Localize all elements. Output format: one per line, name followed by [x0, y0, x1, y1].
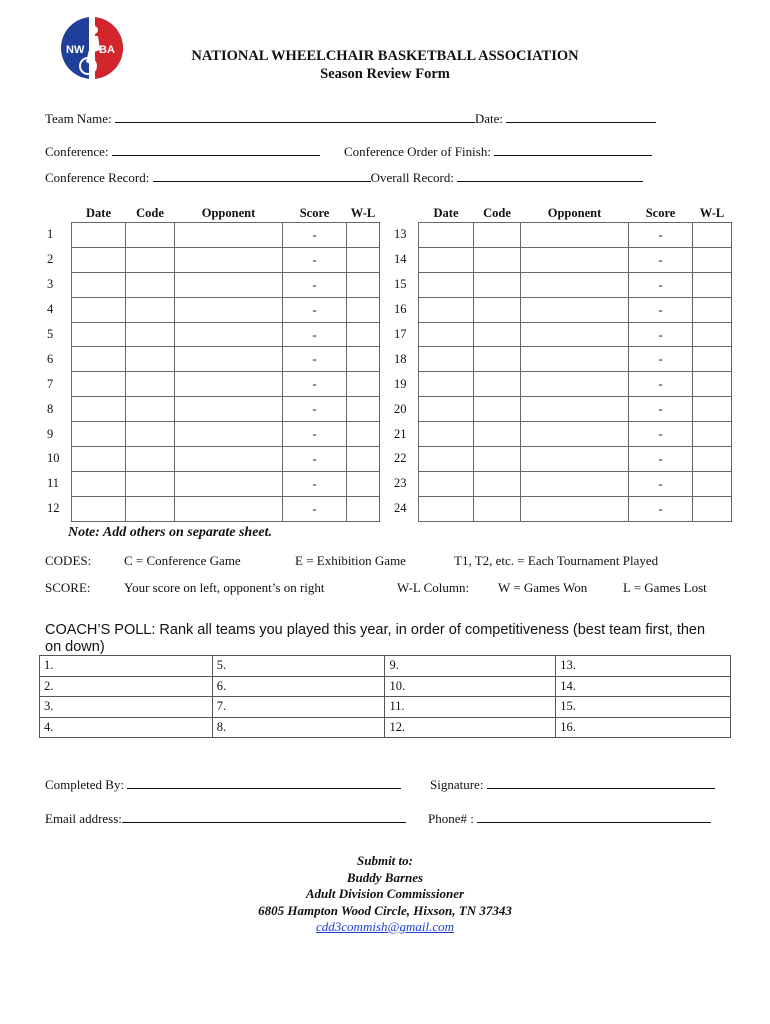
game-wl-cell[interactable]: [693, 223, 732, 248]
submit-address: 6805 Hampton Wood Circle, Hixson, TN 37343: [258, 902, 512, 918]
poll-rank-cell[interactable]: 8.: [212, 717, 385, 738]
game-score-cell[interactable]: -: [283, 422, 347, 447]
game-score-cell[interactable]: -: [629, 422, 693, 447]
game-wl-cell[interactable]: [347, 471, 380, 496]
game-number: 3: [47, 277, 54, 292]
game-row: [392, 347, 732, 372]
game-date-cell[interactable]: [72, 447, 126, 472]
conference-label: Conference:: [45, 144, 109, 159]
col-score: Score: [299, 205, 330, 220]
game-wl-cell[interactable]: [347, 297, 380, 322]
game-opponent-cell[interactable]: [521, 272, 629, 297]
game-wl-cell[interactable]: [347, 347, 380, 372]
game-row: [392, 223, 732, 248]
game-wl-cell[interactable]: [347, 223, 380, 248]
game-row: [45, 372, 380, 397]
wl-won: W = Games Won: [498, 580, 588, 595]
game-date-cell[interactable]: [72, 347, 126, 372]
game-number: 14: [394, 252, 407, 267]
signature-label: Signature:: [430, 777, 484, 792]
game-code-cell[interactable]: [474, 372, 521, 397]
game-score-cell[interactable]: -: [283, 223, 347, 248]
game-opponent-cell[interactable]: [175, 447, 283, 472]
poll-rank-cell[interactable]: 15.: [556, 697, 731, 718]
game-number: 16: [394, 302, 407, 317]
coaches-poll-heading: COACH’S POLL: Rank all teams you played this year, in order of competitiveness (best team first, then on down): [45, 622, 706, 655]
game-score-cell[interactable]: -: [283, 322, 347, 347]
logo-nw-text: NW: [66, 44, 85, 56]
game-wl-cell[interactable]: [693, 397, 732, 422]
game-row: [392, 322, 732, 347]
submit-name: Buddy Barnes: [346, 869, 424, 885]
games-table-left: [45, 204, 380, 522]
score-label: SCORE:: [45, 580, 91, 595]
game-opponent-cell[interactable]: [175, 247, 283, 272]
conference-field[interactable]: [112, 144, 320, 156]
logo-ba-text: BA: [99, 44, 115, 56]
game-date-cell[interactable]: [419, 496, 474, 521]
game-number: 21: [394, 426, 407, 441]
game-code-cell[interactable]: [474, 347, 521, 372]
conference-row: [45, 144, 320, 160]
completed-by-row: [45, 777, 401, 793]
poll-rank-cell[interactable]: 7.: [212, 697, 385, 718]
submit-heading: Submit to:: [357, 853, 413, 868]
game-number: 8: [47, 401, 54, 416]
game-code-cell[interactable]: [126, 347, 175, 372]
poll-rank-cell[interactable]: 2.: [40, 676, 213, 697]
game-date-cell[interactable]: [419, 397, 474, 422]
game-number: 5: [47, 327, 54, 341]
game-date-cell[interactable]: [419, 347, 474, 372]
date-label: Date:: [474, 111, 503, 126]
game-date-cell[interactable]: [72, 223, 126, 248]
game-code-cell[interactable]: [126, 447, 175, 472]
game-row: [392, 297, 732, 322]
game-opponent-cell[interactable]: [521, 247, 629, 272]
game-score-cell[interactable]: -: [629, 447, 693, 472]
game-row: [392, 422, 732, 447]
game-score-cell[interactable]: -: [629, 347, 693, 372]
poll-rank-cell[interactable]: 11.: [385, 697, 556, 718]
code-exhibition: E = Exhibition Game: [295, 553, 406, 568]
game-date-cell[interactable]: [419, 422, 474, 447]
phone-label: Phone# :: [428, 811, 474, 826]
game-score-cell[interactable]: -: [629, 322, 693, 347]
game-date-cell[interactable]: [72, 297, 126, 322]
poll-row: [40, 717, 731, 738]
game-row: [45, 397, 380, 422]
game-score-cell[interactable]: -: [283, 447, 347, 472]
game-score-cell[interactable]: -: [629, 297, 693, 322]
game-score-cell[interactable]: -: [629, 471, 693, 496]
game-wl-cell[interactable]: [693, 372, 732, 397]
col-wl: W-L: [699, 205, 725, 220]
poll-rank-cell[interactable]: 10.: [385, 676, 556, 697]
game-number: 17: [394, 327, 407, 341]
game-code-cell[interactable]: [126, 496, 175, 521]
game-score-cell[interactable]: -: [629, 223, 693, 248]
game-opponent-cell[interactable]: [521, 422, 629, 447]
game-code-cell[interactable]: [474, 471, 521, 496]
poll-rank-cell[interactable]: 4.: [40, 717, 213, 738]
phone-field[interactable]: [477, 811, 711, 823]
game-code-cell[interactable]: [474, 247, 521, 272]
game-wl-cell[interactable]: [347, 422, 380, 447]
page-title: NATIONAL WHEELCHAIR BASKETBALL ASSOCIATION: [191, 48, 579, 64]
game-code-cell[interactable]: [474, 272, 521, 297]
game-opponent-cell[interactable]: [175, 322, 283, 347]
conference-order-field[interactable]: [494, 144, 652, 156]
games-table-right: [392, 204, 732, 522]
game-code-cell[interactable]: [474, 447, 521, 472]
game-opponent-cell[interactable]: [175, 223, 283, 248]
submit-role: Adult Division Commissioner: [305, 886, 465, 901]
completed-by-label: Completed By:: [45, 777, 125, 792]
completed-by-field[interactable]: [127, 777, 401, 789]
code-conference: C = Conference Game: [124, 553, 241, 568]
game-opponent-cell[interactable]: [521, 223, 629, 248]
col-code: Code: [483, 205, 511, 220]
game-code-cell[interactable]: [474, 223, 521, 248]
game-wl-cell[interactable]: [693, 297, 732, 322]
game-row: [392, 471, 732, 496]
game-date-cell[interactable]: [419, 272, 474, 297]
game-date-cell[interactable]: [419, 297, 474, 322]
game-row: [392, 372, 732, 397]
game-score-cell[interactable]: -: [283, 496, 347, 521]
game-code-cell[interactable]: [126, 397, 175, 422]
email-row: [45, 811, 406, 827]
game-score-cell[interactable]: -: [283, 272, 347, 297]
score-desc: Your score on left, opponent’s on right: [124, 580, 325, 595]
game-wl-cell[interactable]: [347, 322, 380, 347]
game-number: 18: [394, 351, 407, 366]
col-wl: W-L: [350, 205, 376, 220]
game-number: 11: [47, 476, 60, 491]
game-code-cell[interactable]: [126, 422, 175, 447]
game-wl-cell[interactable]: [347, 272, 380, 297]
game-date-cell[interactable]: [72, 422, 126, 447]
game-date-cell[interactable]: [72, 496, 126, 521]
game-score-cell[interactable]: -: [629, 397, 693, 422]
game-wl-cell[interactable]: [347, 397, 380, 422]
game-code-cell[interactable]: [474, 496, 521, 521]
poll-rank-cell[interactable]: 16.: [556, 717, 731, 738]
game-row: [45, 272, 380, 297]
code-tournament: T1, T2, etc. = Each Tournament Played: [454, 553, 659, 568]
game-score-cell[interactable]: -: [283, 471, 347, 496]
poll-rank-cell[interactable]: 13.: [556, 656, 731, 677]
game-wl-cell[interactable]: [693, 322, 732, 347]
page-subtitle: Season Review Form: [320, 66, 450, 82]
wl-lost: L = Games Lost: [623, 580, 707, 595]
game-row: [392, 447, 732, 472]
signature-field[interactable]: [487, 777, 715, 789]
game-score-cell[interactable]: -: [283, 372, 347, 397]
col-score: Score: [645, 205, 676, 220]
game-opponent-cell[interactable]: [175, 272, 283, 297]
wl-label: W-L Column:: [397, 580, 470, 595]
game-opponent-cell[interactable]: [521, 297, 629, 322]
game-code-cell[interactable]: [126, 471, 175, 496]
game-date-cell[interactable]: [419, 471, 474, 496]
game-opponent-cell[interactable]: [521, 496, 629, 521]
poll-rank-cell[interactable]: 12.: [385, 717, 556, 738]
game-code-cell[interactable]: [474, 422, 521, 447]
game-code-cell[interactable]: [126, 272, 175, 297]
submit-block: [0, 853, 770, 936]
game-number: 6: [47, 351, 54, 366]
game-row: [45, 297, 380, 322]
overall-record-field[interactable]: [457, 170, 643, 182]
game-row: [45, 247, 380, 272]
phone-row: [428, 811, 711, 827]
game-wl-cell[interactable]: [693, 496, 732, 521]
game-number: 7: [47, 376, 54, 391]
game-wl-cell[interactable]: [693, 247, 732, 272]
game-wl-cell[interactable]: [693, 272, 732, 297]
team-name-row: [45, 111, 656, 127]
game-wl-cell[interactable]: [347, 372, 380, 397]
game-row: [45, 347, 380, 372]
game-number: 15: [394, 277, 407, 292]
record-row: [45, 170, 643, 186]
game-number: 19: [394, 376, 407, 391]
game-date-cell[interactable]: [419, 447, 474, 472]
game-number: 20: [394, 401, 407, 416]
poll-rank-cell[interactable]: 6.: [212, 676, 385, 697]
game-row: [45, 447, 380, 472]
game-code-cell[interactable]: [126, 223, 175, 248]
game-wl-cell[interactable]: [693, 471, 732, 496]
game-wl-cell[interactable]: [693, 447, 732, 472]
poll-rank-cell[interactable]: 5.: [212, 656, 385, 677]
game-opponent-cell[interactable]: [175, 297, 283, 322]
game-code-cell[interactable]: [126, 247, 175, 272]
game-score-cell[interactable]: -: [283, 247, 347, 272]
col-opponent: Opponent: [201, 205, 256, 220]
game-code-cell[interactable]: [474, 322, 521, 347]
email-address-label: Email address:: [45, 811, 122, 826]
game-date-cell[interactable]: [419, 223, 474, 248]
game-date-cell[interactable]: [72, 372, 126, 397]
conference-order-row: [344, 144, 652, 160]
game-row: [392, 247, 732, 272]
game-code-cell[interactable]: [126, 297, 175, 322]
game-score-cell[interactable]: -: [629, 247, 693, 272]
game-row: [45, 471, 380, 496]
game-date-cell[interactable]: [72, 397, 126, 422]
col-opponent: Opponent: [547, 205, 602, 220]
note-text: Note: Add others on separate sheet.: [68, 525, 273, 540]
poll-rank-cell[interactable]: 3.: [40, 697, 213, 718]
game-date-cell[interactable]: [419, 322, 474, 347]
game-opponent-cell[interactable]: [521, 372, 629, 397]
game-row: [45, 322, 380, 347]
game-score-cell[interactable]: -: [283, 347, 347, 372]
game-opponent-cell[interactable]: [175, 496, 283, 521]
game-row: [45, 422, 380, 447]
email-address-field[interactable]: [122, 811, 406, 823]
game-date-cell[interactable]: [72, 272, 126, 297]
game-date-cell[interactable]: [72, 322, 126, 347]
game-row: [392, 397, 732, 422]
game-score-cell[interactable]: -: [283, 297, 347, 322]
game-number: 9: [47, 426, 54, 441]
game-wl-cell[interactable]: [347, 496, 380, 521]
col-date: Date: [86, 205, 111, 220]
game-opponent-cell[interactable]: [521, 471, 629, 496]
date-field[interactable]: [506, 111, 656, 123]
poll-rank-cell[interactable]: 9.: [385, 656, 556, 677]
game-code-cell[interactable]: [474, 297, 521, 322]
game-code-cell[interactable]: [126, 372, 175, 397]
game-opponent-cell[interactable]: [521, 447, 629, 472]
col-code: Code: [136, 205, 164, 220]
game-number: 4: [47, 302, 54, 317]
game-opponent-cell[interactable]: [175, 397, 283, 422]
team-name-label: Team Name:: [45, 111, 112, 126]
game-wl-cell[interactable]: [347, 447, 380, 472]
poll-row: [40, 697, 731, 718]
team-name-field[interactable]: [115, 111, 475, 123]
poll-rank-cell[interactable]: 1.: [40, 656, 213, 677]
poll-row: [40, 676, 731, 697]
game-number: 2: [47, 252, 54, 267]
game-opponent-cell[interactable]: [521, 347, 629, 372]
game-opponent-cell[interactable]: [175, 422, 283, 447]
poll-rank-cell[interactable]: 14.: [556, 676, 731, 697]
coaches-poll-table: [39, 655, 731, 738]
game-number: 24: [394, 501, 407, 516]
game-code-cell[interactable]: [126, 322, 175, 347]
game-number: 22: [394, 451, 407, 466]
submit-email-link[interactable]: cdd3commish@gmail.com: [316, 919, 454, 934]
game-score-cell[interactable]: -: [283, 397, 347, 422]
game-number: 13: [394, 227, 407, 242]
col-date: Date: [433, 205, 459, 220]
game-wl-cell[interactable]: [347, 247, 380, 272]
game-opponent-cell[interactable]: [175, 471, 283, 496]
game-row: [392, 496, 732, 521]
signature-row: [430, 777, 715, 793]
game-score-cell[interactable]: -: [629, 372, 693, 397]
game-opponent-cell[interactable]: [175, 372, 283, 397]
codes-label: CODES:: [45, 553, 92, 568]
game-number: 23: [394, 476, 407, 491]
game-score-cell[interactable]: -: [629, 272, 693, 297]
game-date-cell[interactable]: [72, 471, 126, 496]
game-row: [392, 272, 732, 297]
overall-record-label: Overall Record:: [370, 170, 454, 185]
game-opponent-cell[interactable]: [521, 322, 629, 347]
game-number: 1: [47, 227, 54, 242]
game-code-cell[interactable]: [474, 397, 521, 422]
conference-record-label: Conference Record:: [45, 170, 150, 185]
conference-record-field[interactable]: [153, 170, 371, 182]
game-opponent-cell[interactable]: [175, 347, 283, 372]
poll-row: [40, 656, 731, 677]
game-date-cell[interactable]: [419, 247, 474, 272]
game-opponent-cell[interactable]: [521, 397, 629, 422]
conference-order-label: Conference Order of Finish:: [344, 144, 491, 159]
game-wl-cell[interactable]: [693, 347, 732, 372]
game-number: 10: [47, 451, 60, 466]
game-row: [45, 496, 380, 521]
game-row: [45, 223, 380, 248]
game-date-cell[interactable]: [419, 372, 474, 397]
game-date-cell[interactable]: [72, 247, 126, 272]
game-score-cell[interactable]: -: [629, 496, 693, 521]
game-wl-cell[interactable]: [693, 422, 732, 447]
game-number: 12: [47, 501, 60, 516]
